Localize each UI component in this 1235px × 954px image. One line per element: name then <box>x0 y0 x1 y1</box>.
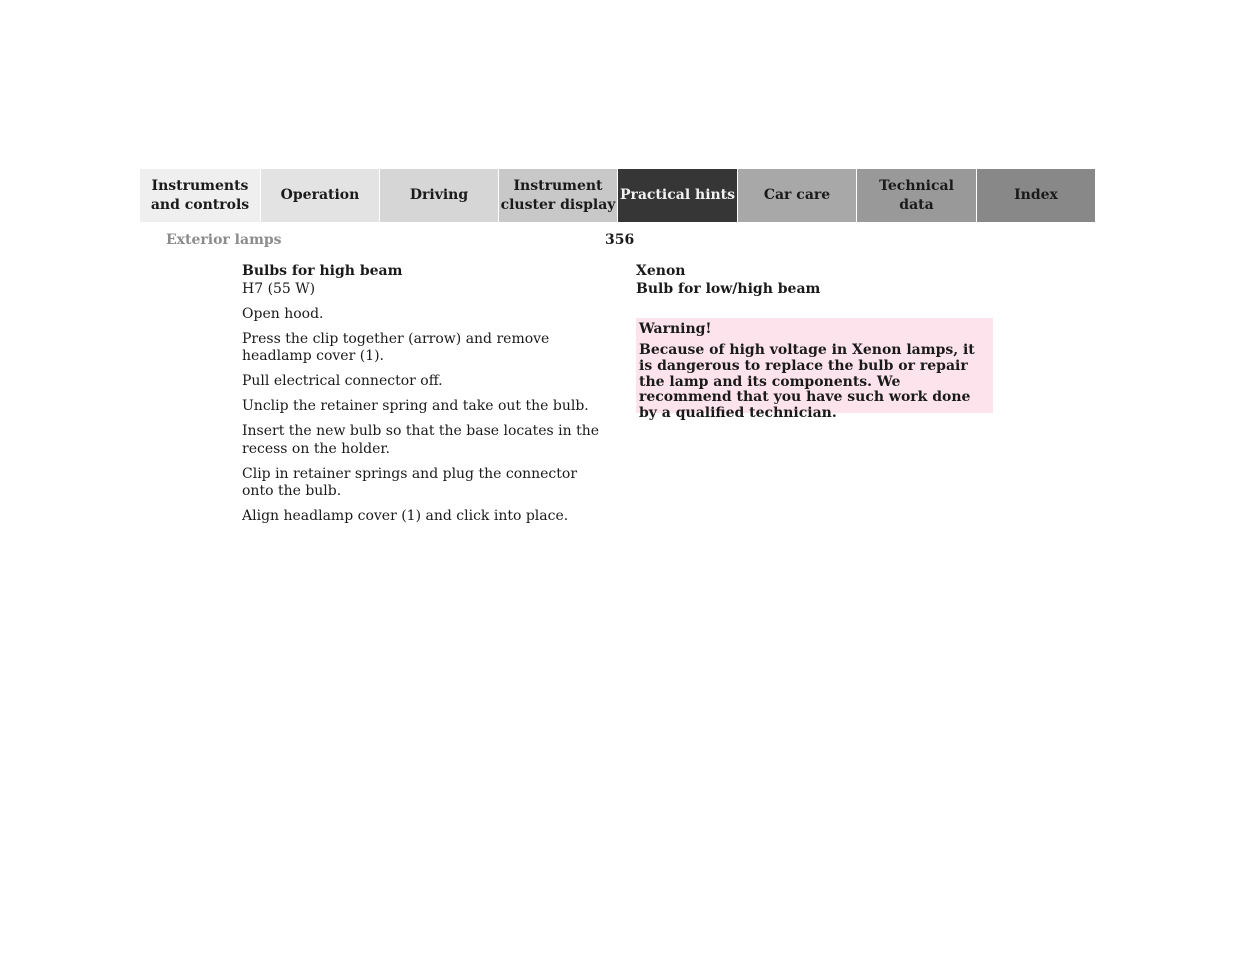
instruction-step: Open hood. <box>242 305 324 322</box>
tab-driving[interactable]: Driving <box>379 169 498 222</box>
page-number: 356 <box>605 232 635 248</box>
warning-text: Because of high voltage in Xenon lamps, it is dangerous to replace the bulb or repair the lamp and its components. We recommend that you have such work done by a qualified technician. <box>639 342 975 422</box>
bulb-spec: H7 (55 W) <box>242 280 316 297</box>
tab-instruments-and-controls[interactable]: Instruments and controls <box>140 169 260 222</box>
xenon-subheading: Bulb for low/high beam <box>636 280 821 297</box>
high-beam-heading: Bulbs for high beam <box>242 263 403 279</box>
tab-technical-data[interactable]: Technical data <box>856 169 976 222</box>
section-title: Exterior lamps <box>166 232 282 248</box>
warning-title: Warning! <box>639 321 712 337</box>
tab-practical-hints[interactable]: Practical hints <box>617 169 737 222</box>
tab-car-care[interactable]: Car care <box>737 169 856 222</box>
instruction-step: Pull electrical connector off. <box>242 373 443 389</box>
instruction-step: Clip in retainer springs and plug the connector onto the bulb. <box>242 465 578 499</box>
warning-box <box>636 318 993 422</box>
xenon-heading: Xenon <box>636 263 686 279</box>
instruction-step: Align headlamp cover (1) and click into place. <box>242 508 569 524</box>
instruction-step: Unclip the retainer spring and take out the bulb. <box>242 398 589 414</box>
instruction-step: Insert the new bulb so that the base locates in the recess on the holder. <box>242 423 600 457</box>
tab-operation[interactable]: Operation <box>260 169 379 222</box>
high-beam-instructions <box>242 263 602 533</box>
tab-instrument-cluster-display[interactable]: Instrument cluster display <box>498 169 617 222</box>
instruction-step: Press the clip together (arrow) and remove headlamp cover (1). <box>242 330 550 364</box>
tab-index[interactable]: Index <box>976 169 1095 222</box>
xenon-section <box>636 263 993 298</box>
chapter-tabs <box>140 169 1095 222</box>
